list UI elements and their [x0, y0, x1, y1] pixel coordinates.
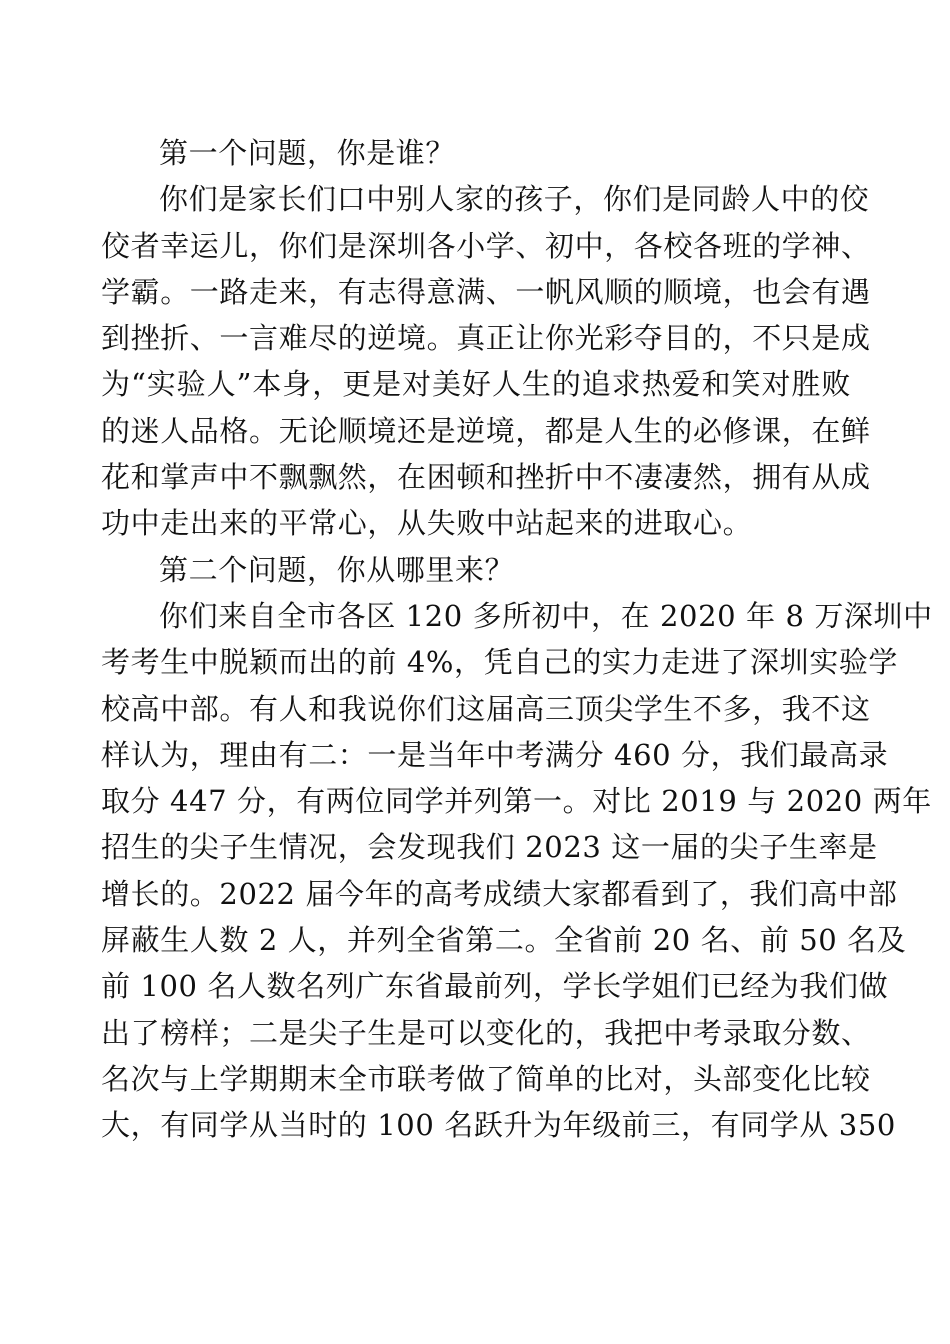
document-body: [101, 130, 933, 1149]
paragraph-line: 功中走出来的平常心，从失败中站起来的进取心。: [101, 506, 753, 541]
paragraph-line: 前 100 名人数名列广东省最前列，学长学姐们已经为我们做: [101, 969, 889, 1004]
paragraph-line: 你们来自全市各区 120 多所初中，在 2020 年 8 万深圳中: [159, 598, 933, 633]
paragraph-line: 佼者幸运儿，你们是深圳各小学、初中，各校各班的学神、: [101, 228, 871, 263]
question-heading-2: 第二个问题，你从哪里来？: [159, 552, 515, 587]
paragraph-line: 考考生中脱颖而出的前 4%，凭自己的实力走进了深圳实验学: [101, 645, 899, 680]
paragraph-line: 大，有同学从当时的 100 名跃升为年级前三，有同学从 350: [101, 1108, 896, 1143]
paragraph-line: 到挫折、一言难尽的逆境。真正让你光彩夺目的，不只是成: [101, 321, 871, 356]
paragraph-line: 名次与上学期期末全市联考做了简单的比对，头部变化比较: [101, 1061, 871, 1096]
question-heading-1: 第一个问题，你是谁？: [159, 136, 456, 170]
paragraph-line: 花和掌声中不飘飘然，在困顿和挫折中不凄凄然，拥有从成: [101, 460, 871, 495]
paragraph-line: 校高中部。有人和我说你们这届高三顶尖学生不多，我不这: [101, 691, 871, 726]
paragraph-line: 样认为，理由有二：一是当年中考满分 460 分，我们最高录: [101, 737, 889, 772]
paragraph-line: 增长的。2022 届今年的高考成绩大家都看到了，我们高中部: [101, 876, 898, 911]
paragraph-line: 的迷人品格。无论顺境还是逆境，都是人生的必修课，在鲜: [101, 413, 871, 448]
paragraph-line: 出了榜样；二是尖子生是可以变化的，我把中考录取分数、: [101, 1015, 871, 1050]
paragraph-line: 屏蔽生人数 2 人，并列全省第二。全省前 20 名、前 50 名及: [101, 923, 907, 958]
paragraph-line: 你们是家长们口中别人家的孩子，你们是同龄人中的佼: [159, 182, 870, 217]
paragraph-line: 学霸。一路走来，有志得意满、一帆风顺的顺境，也会有遇: [101, 274, 871, 309]
paragraph-line: 取分 447 分，有两位同学并列第一。对比 2019 与 2020 两年: [101, 784, 932, 819]
paragraph-line: 招生的尖子生情况，会发现我们 2023 这一届的尖子生率是: [101, 830, 878, 865]
paragraph-line: 为“实验人”本身，更是对美好人生的追求热爱和笑对胜败: [101, 367, 851, 402]
